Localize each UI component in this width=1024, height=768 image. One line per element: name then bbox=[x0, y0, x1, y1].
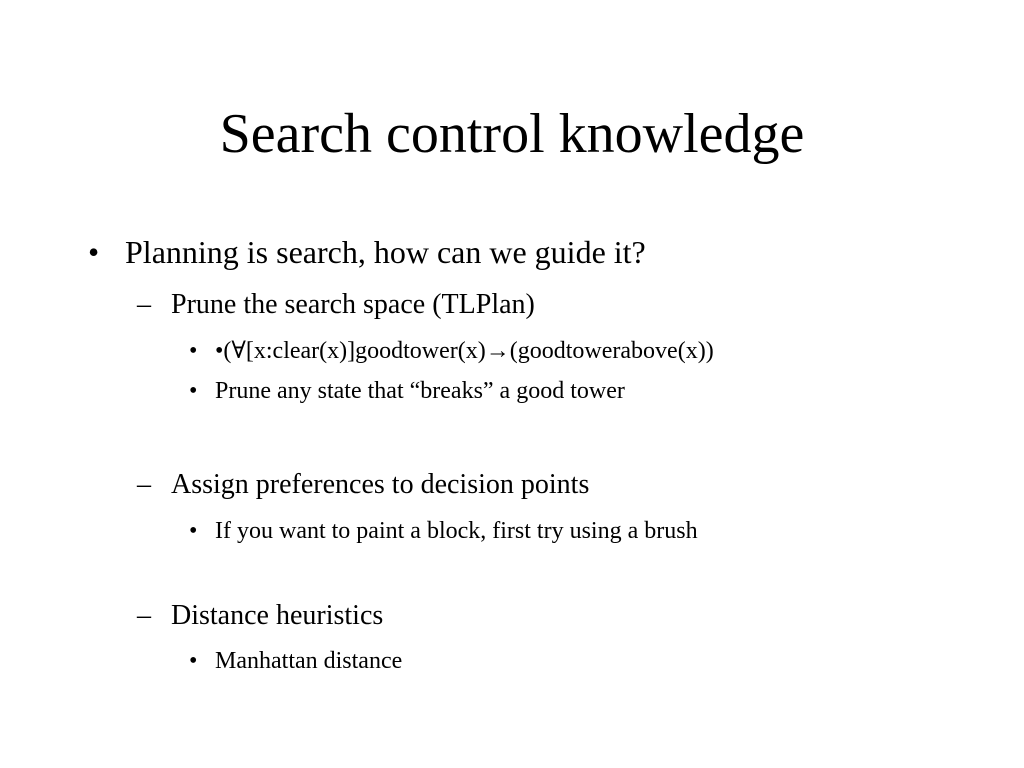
bullet-text: Manhattan distance bbox=[215, 648, 403, 674]
bullet-marker: • bbox=[88, 234, 100, 270]
bullet-text: Prune any state that “breaks” a good tower bbox=[215, 378, 625, 404]
bullet-marker: • bbox=[189, 648, 198, 674]
bullet-text: If you want to paint a block, first try using a brush bbox=[215, 518, 698, 544]
slide-title: Search control knowledge bbox=[219, 103, 805, 165]
bullet-text: Distance heuristics bbox=[171, 600, 384, 631]
bullet-marker: • bbox=[189, 338, 198, 364]
bullet-text: •(∀[x:clear(x)]goodtower(x)→(goodtowerabove(x)) bbox=[215, 338, 714, 364]
bullet-marker: • bbox=[189, 518, 198, 544]
bullet-text: Prune the search space (TLPlan) bbox=[171, 289, 535, 320]
dash-marker: – bbox=[137, 289, 151, 320]
dash-marker: – bbox=[137, 469, 151, 500]
bullet-text: Planning is search, how can we guide it? bbox=[125, 234, 646, 270]
dash-marker: – bbox=[137, 600, 151, 631]
bullet-text: Assign preferences to decision points bbox=[171, 469, 590, 500]
bullet-marker: • bbox=[189, 378, 198, 404]
